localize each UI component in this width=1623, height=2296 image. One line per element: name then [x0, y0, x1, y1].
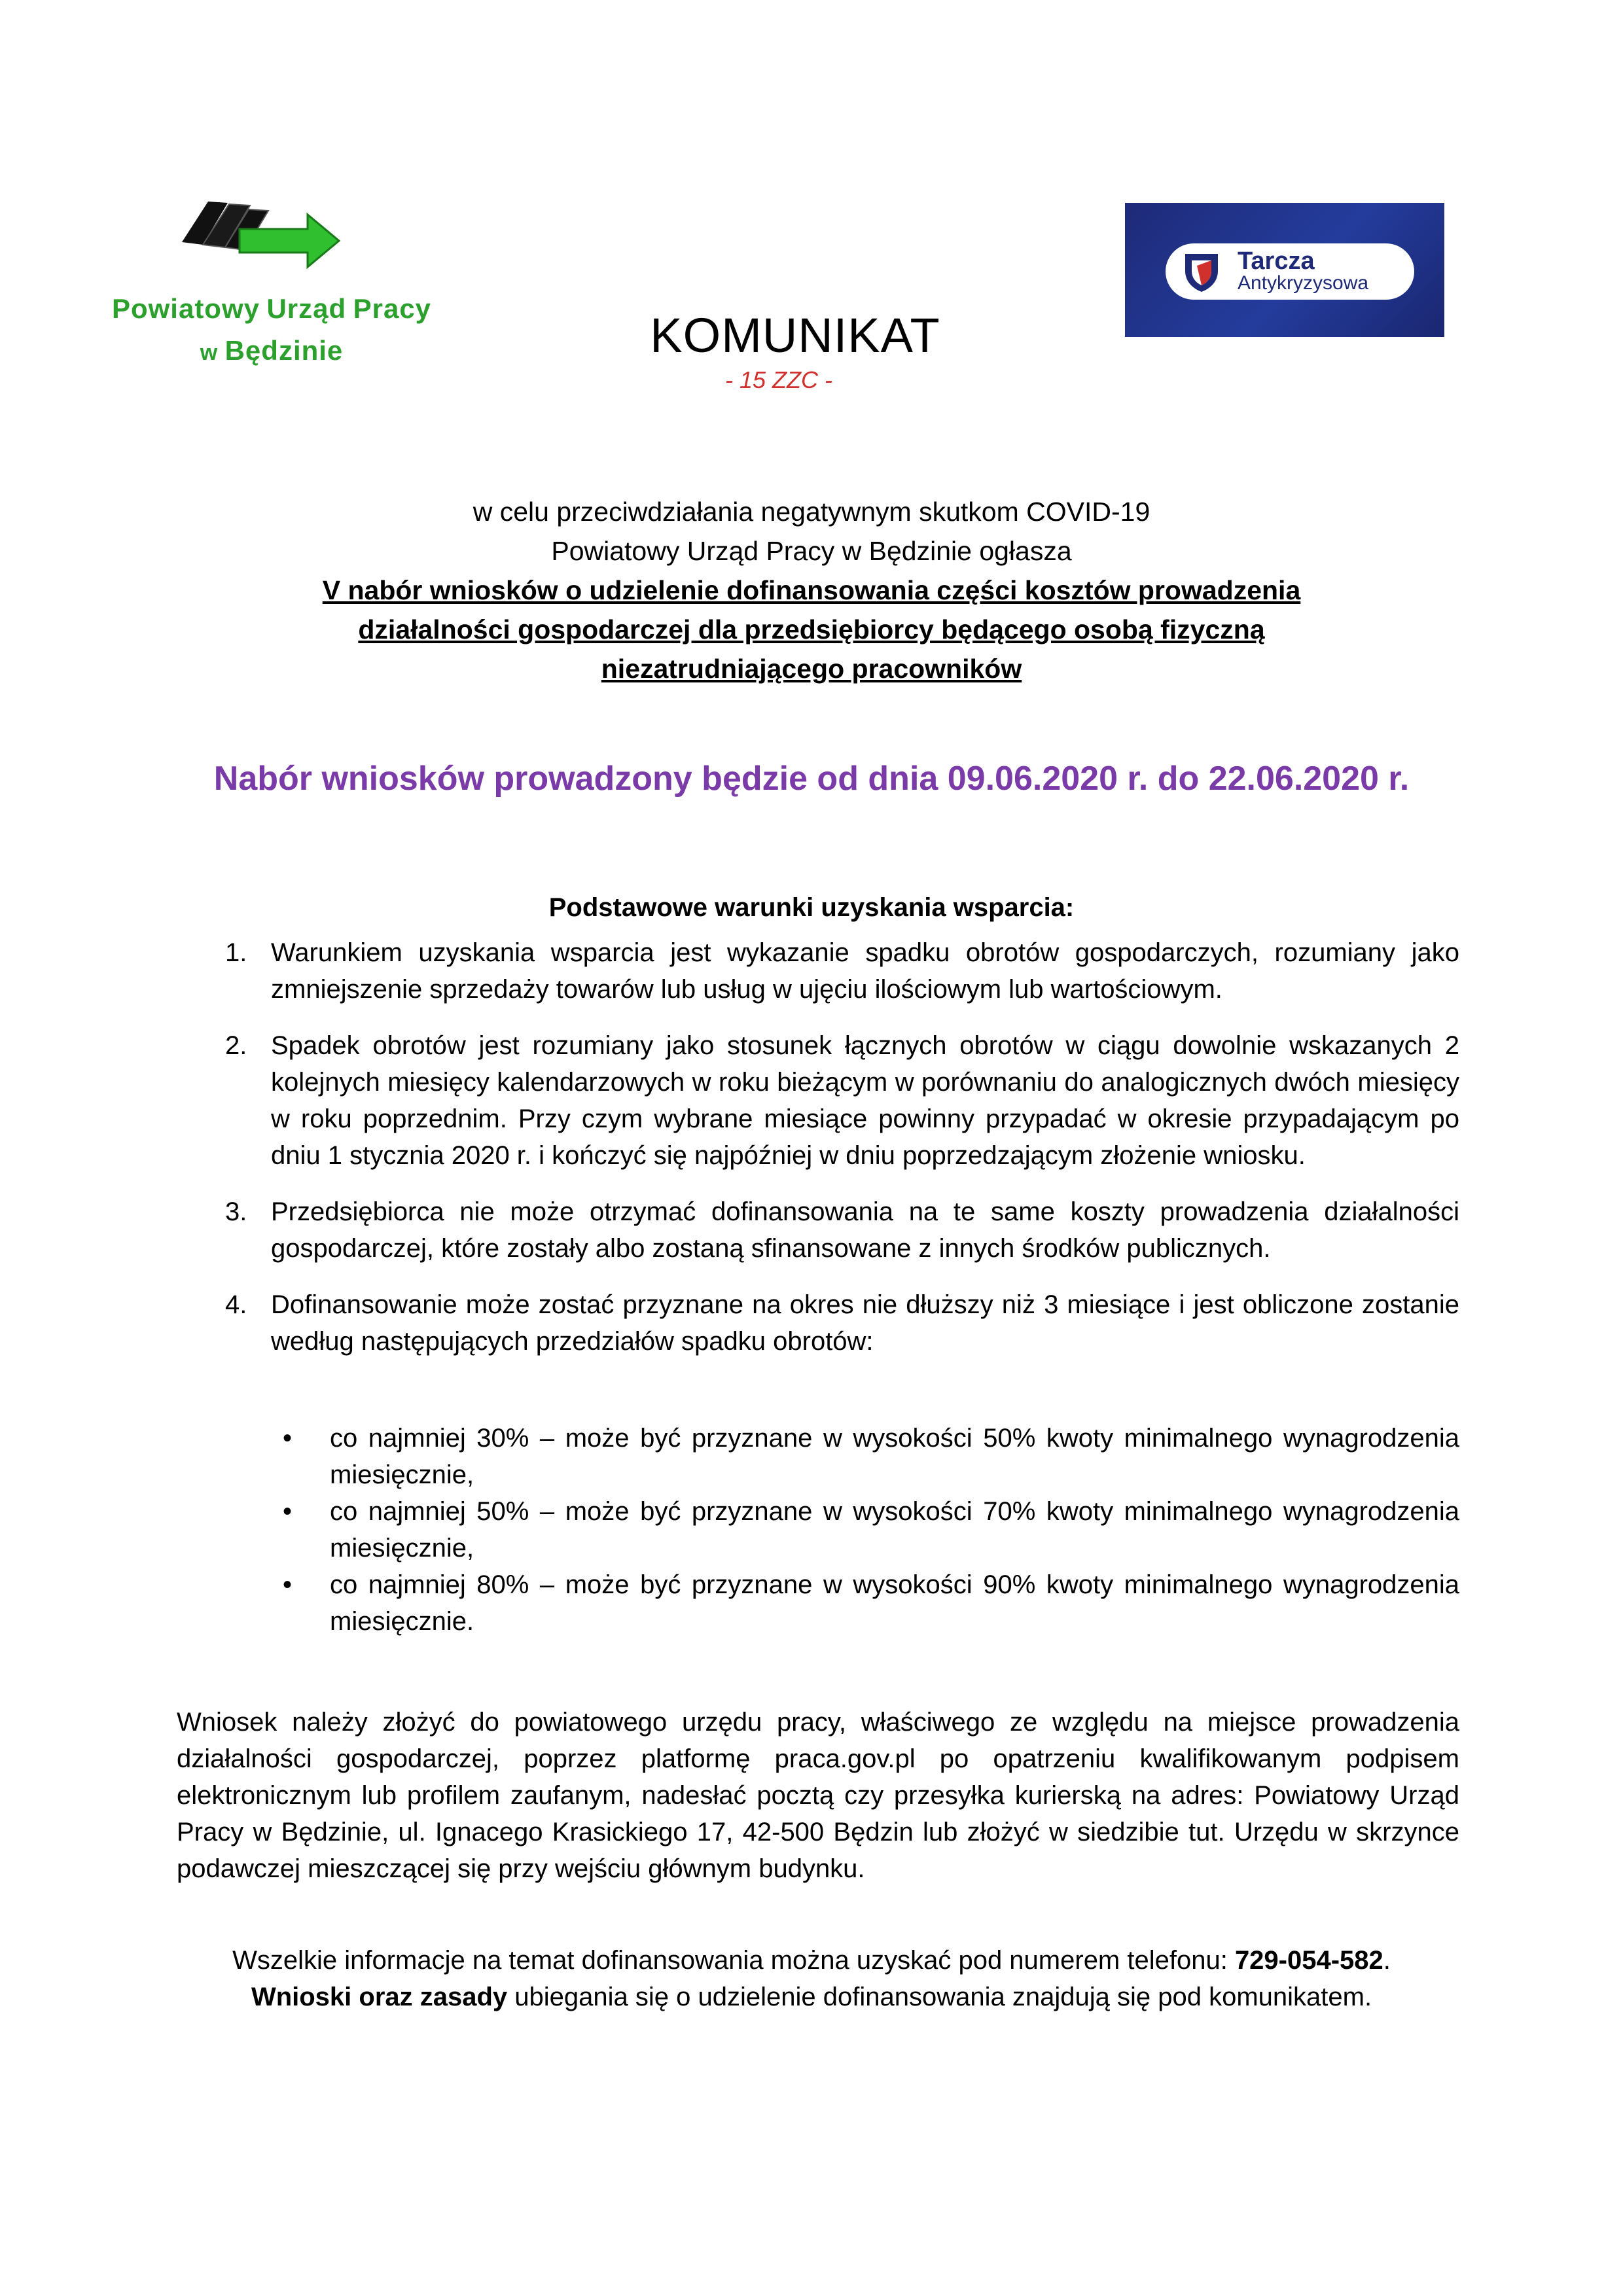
- condition-text: Warunkiem uzyskania wsparcia jest wykazanie spadku obrotów gospodarczych, rozumiany jako zmniejszenie sprzedaży towarów lub usług w ujęciu ilościowym lub wartościowym.: [271, 938, 1459, 1004]
- intro-line-5: niezatrudniającego pracowników: [601, 654, 1022, 684]
- condition-text: Spadek obrotów jest rozumiany jako stosunek łącznych obrotów w ciągu dowolnie wskazanych 2 kolejnych miesięcy kalendarzowych w roku bieżącym w porównaniu do analogicznych dwóch miesięcy w roku poprzednim. Przy czym wybrane miesiące powinny przypadać w okresie przypadającym po dniu 1 stycznia 2020 r. i kończyć się najpóźniej w dniu poprzedzającym złożenie wniosku.: [271, 1031, 1459, 1170]
- forms-line: [157, 1979, 1466, 2015]
- bullet-icon: •: [283, 1424, 293, 1453]
- conditions-heading: Podstawowe warunki uzyskania wsparcia:: [548, 893, 1075, 922]
- intro-line-1: w celu przeciwdziałania negatywnym skutkom COVID-19: [473, 497, 1150, 527]
- forms-bold: Wnioski oraz zasady: [251, 1983, 508, 2011]
- intro-line-3: V nabór wniosków o udzielenie dofinansowania części kosztów prowadzenia: [322, 575, 1301, 605]
- intro-line-2: Powiatowy Urząd Pracy w Będzinie ogłasza: [551, 536, 1072, 566]
- org-word-1: [111, 293, 260, 324]
- threshold-item: [275, 1420, 1459, 1493]
- support-thresholds-list: [275, 1420, 1459, 1640]
- threshold-item: [275, 1566, 1459, 1640]
- tarcza-logo-pill: [1166, 243, 1414, 300]
- org-word-1-text: Powiatowy: [111, 293, 260, 324]
- condition-text: Przedsiębiorca nie może otrzymać dofinansowania na te same koszty prowadzenia działalności gospodarczej, które zostały albo zostaną sfinansowane z innych środków publicznych.: [271, 1197, 1459, 1263]
- org-name-line2: [79, 335, 465, 366]
- org-word-3: [353, 293, 432, 324]
- condition-item: [216, 1286, 1459, 1360]
- org-name-line1: [79, 293, 465, 325]
- threshold-item: [275, 1493, 1459, 1566]
- condition-text: Dofinansowanie może zostać przyznane na okres nie dłuższy niż 3 miesiące i jest obliczone zostanie według następujących przedziałów spadku obrotów:: [271, 1290, 1459, 1356]
- contact-text: Wszelkie informacje na temat dofinansowania można uzyskać pod numerem telefonu:: [232, 1946, 1235, 1975]
- org-word-3-text: Pracy: [353, 293, 432, 324]
- shield-icon: [1179, 249, 1224, 294]
- org-word-2-text: Urząd: [266, 293, 347, 324]
- condition-number: 2.: [225, 1031, 247, 1060]
- condition-item: [216, 934, 1459, 1008]
- bullet-icon: •: [283, 1497, 293, 1526]
- intro-line-4: działalności gospodarczej dla przedsiębiorcy będącego osobą fizyczną: [358, 614, 1265, 645]
- tarcza-antykryzysowa-logo: [1125, 203, 1444, 337]
- threshold-text: co najmniej 50% – może być przyznane w wysokości 70% kwoty minimalnego wynagrodzenia miesięcznie,: [330, 1497, 1459, 1563]
- contact-footer: [157, 1942, 1466, 2015]
- bullet-icon: •: [283, 1570, 293, 1599]
- phone-number: 729-054-582: [1234, 1946, 1383, 1975]
- condition-item: [216, 1027, 1459, 1174]
- intro-block: [196, 492, 1427, 688]
- org-word-5: Będzinie: [224, 335, 344, 366]
- condition-item: [216, 1193, 1459, 1267]
- contact-period: .: [1383, 1946, 1391, 1975]
- condition-number: 4.: [225, 1290, 247, 1319]
- forms-text: ubiegania się o udzielenie dofinansowania znajdują się pod komunikatem.: [507, 1983, 1372, 2011]
- recruitment-dates: Nabór wniosków prowadzony będzie od dnia 09.06.2020 r. do 22.06.2020 r.: [213, 760, 1410, 798]
- document-title: KOMUNIKAT: [650, 308, 940, 362]
- condition-number: 1.: [225, 938, 247, 967]
- threshold-text: co najmniej 80% – może być przyznane w wysokości 90% kwoty minimalnego wynagrodzenia miesięcznie.: [330, 1570, 1459, 1636]
- conditions-list: [216, 934, 1459, 1373]
- document-subtitle: - 15 ZZC -: [724, 366, 832, 393]
- condition-number: 3.: [225, 1197, 247, 1226]
- org-word-2: [266, 293, 347, 324]
- org-word-4: w: [200, 340, 219, 365]
- contact-line: [157, 1942, 1466, 1979]
- tarcza-logo-text-2: Antykryzysowa: [1238, 272, 1369, 294]
- tarcza-logo-text-1: Tarcza: [1238, 247, 1315, 275]
- submission-instructions: Wniosek należy złożyć do powiatowego urzędu pracy, właściwego ze względu na miejsce prowadzenia działalności gospodarczej, poprzez platformę praca.gov.pl po opatrzeniu kwalifikowanym podpisem elektronicznym lub profilem zaufanym, nadesłać pocztą czy przesyłka kurierską na adres: Powiatowy Urząd Pracy w Będzinie, ul. Ignacego Krasickiego 17, 42-500 Będzin lub złożyć w siedzibie tut. Urzędu w skrzynce podawczej mieszczącej się przy wejściu głównym budynku.: [177, 1708, 1459, 1883]
- pup-logo-icon: [177, 190, 353, 275]
- threshold-text: co najmniej 30% – może być przyznane w wysokości 50% kwoty minimalnego wynagrodzenia miesięcznie,: [330, 1424, 1459, 1489]
